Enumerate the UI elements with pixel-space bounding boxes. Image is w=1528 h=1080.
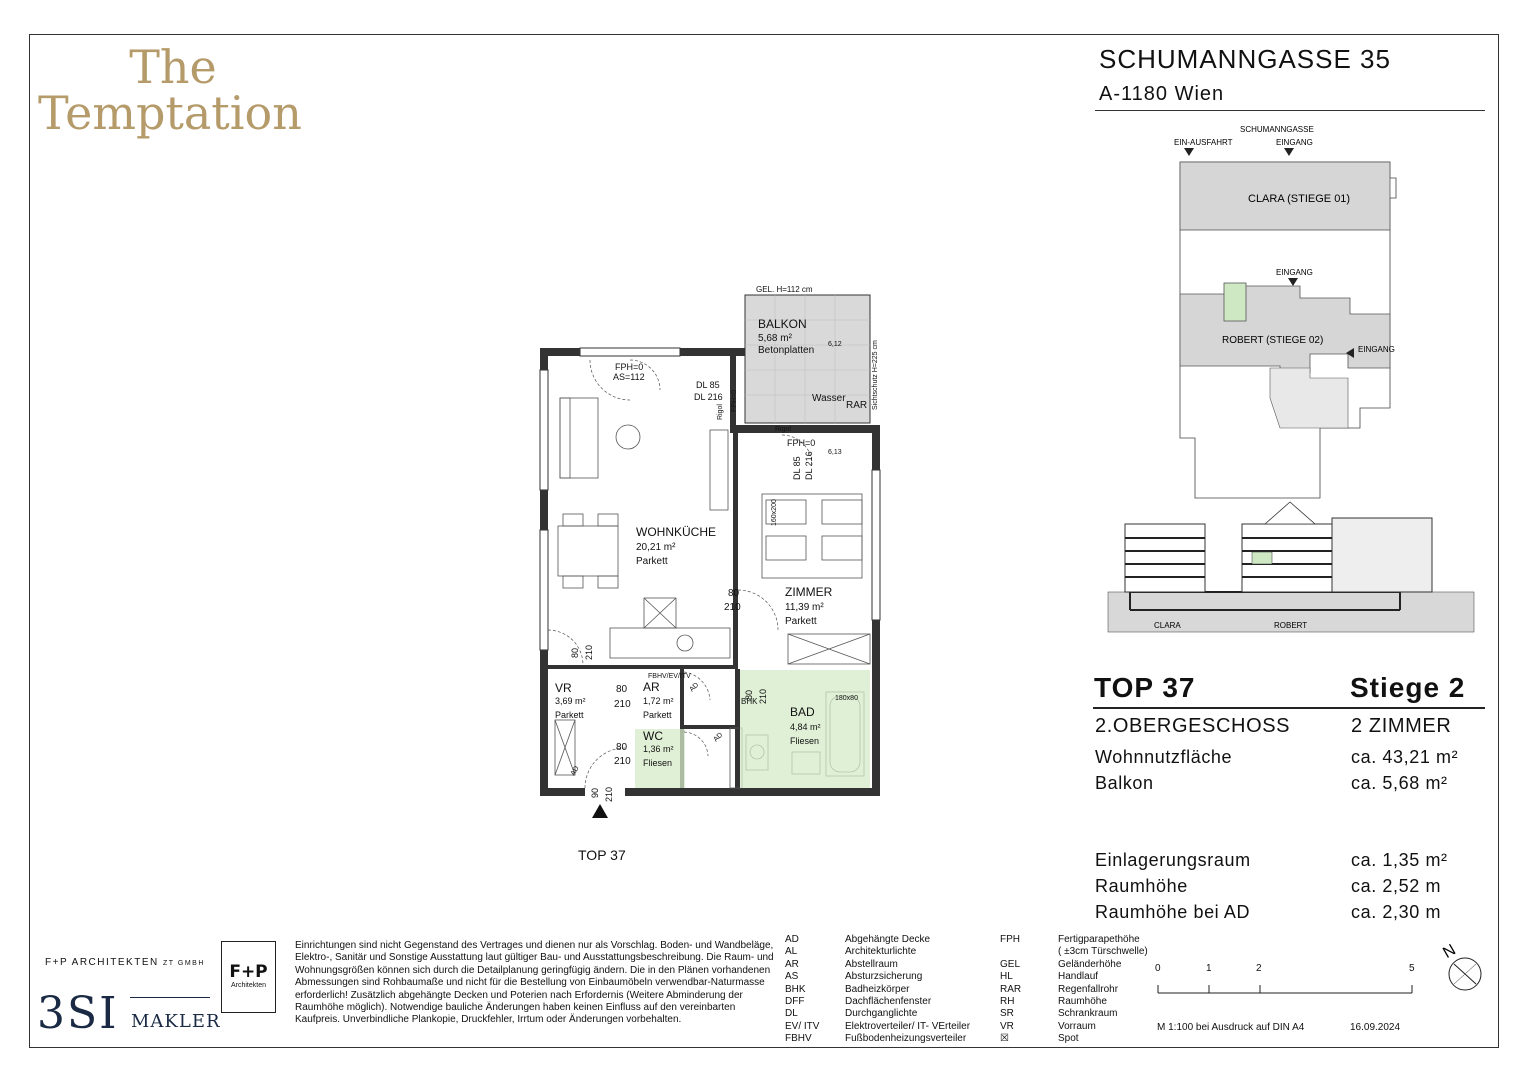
legend-abbr: FPH: [1000, 934, 1020, 945]
legend-text: Absturzsicherung: [845, 971, 923, 983]
legend-text: ( ±3cm Türschwelle): [1058, 946, 1148, 958]
disclaimer: Einrichtungen sind nicht Gegenstand des Vertrages und dienen nur als Vorschlag. Boden- und Wandbeläge, Elektro-, Sanitär und Sonstige Ausstattung laut gültiger Bau- und Ausstattungsbeschreibung. Die Raum- und Wohnungsgrößen können sich durch die Detailplanung geringfügig ändern. Die in den Plänen vorhandenen Abmessungen sind Rohbaumaße und nicht für die Bestellung von Einbaumöbeln verwendbar-Naturmasse erforderlich! Zusätzlich abgehängte Decken und Poterien nach Erfordernis (Weitere Abminderung der Raumhöhe möglich). Notwendige bauliche Änderungen haben keinen Einfluss auf den vereinbarten Kaufpreis. Unverbindliche Plankopie, Druckfehler, Irrtum oder Änderungen vorbehalten.: [295, 940, 774, 1026]
legend-text: Raumhöhe: [1058, 996, 1107, 1008]
rar-label: RAR: [846, 400, 868, 411]
balkon-gel: GEL. H=112 cm: [756, 285, 813, 294]
scale-tick: 0: [1155, 963, 1161, 974]
legend-abbr: RAR: [1000, 983, 1022, 995]
legend-text: Vorraum: [1058, 1020, 1096, 1032]
legend-text: Badheizkörper: [845, 983, 910, 995]
scale-bar: [1150, 975, 1490, 1005]
legend-abbr: HL: [1000, 971, 1013, 983]
wc-door-width: 80: [616, 742, 628, 753]
unit-divider: [1093, 707, 1485, 709]
maker-line: [130, 997, 210, 998]
bed-size: 160x200: [771, 499, 778, 526]
vr-door-height: 210: [584, 644, 594, 660]
maker-word: MAKLER: [131, 1011, 221, 1032]
legend-abbr: ☒: [1000, 1033, 1009, 1045]
zimmer-material: Parkett: [785, 616, 817, 627]
legend-abbr: AD: [785, 934, 799, 945]
bad-door-height: 210: [758, 688, 768, 704]
wc-material: Fliesen: [643, 758, 673, 768]
legend-text: Regenfallrohr: [1058, 983, 1119, 995]
legend-abbr: AL: [785, 946, 798, 958]
ad-label-ar: AD: [688, 681, 701, 694]
ar-area: 1,72 m²: [643, 696, 674, 706]
legend-text: Fertigparapethöhe: [1058, 934, 1140, 945]
entry-label: TOP 37: [578, 847, 626, 860]
entry-door-height: 210: [604, 786, 614, 802]
unit-floor: 2.OBERGESCHOSS: [1095, 715, 1291, 737]
row-value: ca. 2,52 m: [1351, 876, 1442, 896]
logo-line-2: Temptation: [38, 86, 302, 140]
dl216-b: DL 216: [804, 451, 814, 480]
scale-tick: 5: [1409, 963, 1415, 974]
row-value: ca. 1,35 m²: [1351, 850, 1448, 870]
legend-text: Abgehängte Decke: [845, 934, 931, 945]
unit-stiege: Stiege 2: [1350, 672, 1466, 703]
legend-abbr: GEL: [1000, 958, 1021, 970]
fp-logo: [221, 941, 276, 1013]
unit-top: TOP 37: [1094, 672, 1196, 703]
scale-text: M 1:100 bei Ausdruck auf DIN A4: [1157, 1022, 1305, 1033]
row-label: Wohnnutzfläche: [1095, 747, 1233, 767]
address-street: SCHUMANNGASSE 35: [1099, 44, 1391, 74]
ar-door-height: 210: [614, 699, 631, 710]
bhk-label: BHK: [741, 697, 758, 706]
logo-line-1: The: [129, 40, 217, 94]
bad-name: BAD: [790, 705, 815, 719]
legend-text: Architekturlichte: [845, 946, 917, 958]
site-eingang-right: EINGANG: [1358, 345, 1395, 354]
legend-text: Dachflächenfenster: [845, 996, 932, 1008]
balkon-name: BALKON: [758, 317, 807, 331]
fp-logo-sub: Architekten: [230, 982, 267, 989]
legend-col2: [1000, 934, 1148, 1046]
site-ein-ausfahrt: EIN-AUSFAHRT: [1174, 138, 1233, 147]
rigol-1: Rigol: [717, 404, 724, 420]
row-label: Raumhöhe: [1095, 876, 1188, 896]
legend-abbr: SR: [1000, 1008, 1014, 1020]
architect-label: F+P ARCHITEKTEN: [45, 957, 159, 968]
north-label: N: [1440, 941, 1459, 962]
section-robert: ROBERT: [1274, 621, 1308, 630]
legend-abbr: BHK: [785, 983, 806, 995]
vr-door-width: 80: [570, 647, 580, 658]
site-plan: [1090, 118, 1490, 648]
legend-abbr: EV/ ITV: [785, 1020, 820, 1032]
wasser-label: Wasser: [812, 393, 846, 404]
zimmer-area: 11,39 m²: [785, 602, 824, 613]
wc-door-height: 210: [614, 756, 631, 767]
divider: [1095, 110, 1485, 111]
vr-area: 3,69 m²: [555, 696, 586, 706]
rigol-2: Rigol: [775, 426, 791, 433]
scale-tick: 1: [1206, 963, 1212, 974]
legend-col1: [785, 934, 970, 1046]
legend-abbr: DL: [785, 1008, 798, 1020]
architect-name: [45, 957, 205, 968]
balkon-material: Betonplatten: [758, 345, 815, 356]
as-top: AS=112: [613, 372, 645, 382]
legend-text: Abstellraum: [845, 958, 898, 970]
row-value: ca. 43,21 m²: [1351, 747, 1459, 767]
sichtschutz: Sichtschutz H=225 cm: [872, 340, 879, 410]
fp-logo-text: F+P: [229, 962, 268, 982]
wc-area: 1,36 m²: [643, 744, 674, 754]
legend-text: Durchganglichte: [845, 1008, 918, 1020]
row-label: Einlagerungsraum: [1095, 850, 1251, 870]
row-label: Balkon: [1095, 773, 1154, 793]
unit-rooms: 2 ZIMMER: [1351, 715, 1452, 737]
legend-text: Schrankraum: [1058, 1008, 1118, 1020]
site-clara: CLARA (STIEGE 01): [1248, 193, 1351, 205]
legend-abbr: AS: [785, 971, 799, 983]
row-value: ca. 5,68 m²: [1351, 773, 1448, 793]
door-height: 210: [724, 602, 741, 613]
brand-logo: [38, 40, 302, 140]
balkon-height: 6,12: [828, 341, 842, 348]
fph-side: FPH=0: [731, 390, 738, 412]
legend-text: Fußbodenheizungsverteiler: [845, 1033, 967, 1045]
legend-abbr: RH: [1000, 996, 1015, 1008]
dl85-b: DL 85: [792, 456, 802, 480]
scale-tick: 2: [1256, 963, 1262, 974]
architect-sub: ZT GMBH: [163, 960, 205, 967]
address-city: A-1180 Wien: [1099, 83, 1225, 105]
row-value: ca. 2,30 m: [1351, 902, 1442, 922]
wc-name: WC: [643, 729, 663, 743]
zimmer-name: ZIMMER: [785, 585, 833, 599]
legend-abbr: DFF: [785, 996, 805, 1008]
wohnkueche-area: 20,21 m²: [636, 542, 676, 553]
legend-text: Elektroverteiler/ IT- VErteiler: [845, 1020, 971, 1032]
ar-name: AR: [643, 680, 660, 694]
ad-label: AD: [569, 765, 581, 777]
dl85-a: DL 85: [696, 380, 720, 390]
height-613: 6,13: [828, 449, 842, 456]
door-width: 80: [728, 588, 740, 599]
legend-abbr: FBHV: [785, 1033, 812, 1045]
north-arrow: [1440, 938, 1490, 998]
bad-door-width: 80: [744, 689, 754, 700]
section-clara: CLARA: [1154, 621, 1181, 630]
legend-text: Geländerhöhe: [1058, 958, 1122, 970]
ad-label-wc: AD: [712, 731, 725, 744]
vr-material: Parkett: [555, 710, 584, 720]
wohnkueche-name: WOHNKÜCHE: [636, 525, 716, 539]
maker-logo: 3SI: [37, 988, 119, 1039]
bad-area: 4,84 m²: [790, 722, 821, 732]
ar-material: Parkett: [643, 710, 672, 720]
tub-size: 180x80: [835, 695, 858, 702]
dl216-a: DL 216: [694, 392, 723, 402]
legend-text: Spot: [1058, 1033, 1079, 1045]
site-eingang-mid: EINGANG: [1276, 268, 1313, 277]
site-eingang-top: EINGANG: [1276, 138, 1313, 147]
wohnkueche-material: Parkett: [636, 556, 668, 567]
fph-top: FPH=0: [615, 362, 644, 372]
ar-door-width: 80: [616, 684, 628, 695]
row-label: Raumhöhe bei AD: [1095, 902, 1251, 922]
legend-abbr: VR: [1000, 1020, 1014, 1032]
legend-text: Handlauf: [1058, 971, 1099, 983]
floor-plan: [530, 280, 900, 860]
balkon-area: 5,68 m²: [758, 333, 792, 344]
site-robert: ROBERT (STIEGE 02): [1222, 335, 1324, 346]
bad-material: Fliesen: [790, 736, 820, 746]
plan-date: 16.09.2024: [1350, 1022, 1401, 1033]
fbhv-label: FBHV/EV/ITV: [648, 673, 691, 680]
vr-name: VR: [555, 681, 572, 695]
site-street-label: SCHUMANNGASSE: [1240, 125, 1314, 134]
entry-door-width: 90: [590, 787, 600, 798]
legend-abbr: AR: [785, 958, 799, 970]
fph-zimmer: FPH=0: [787, 438, 816, 448]
